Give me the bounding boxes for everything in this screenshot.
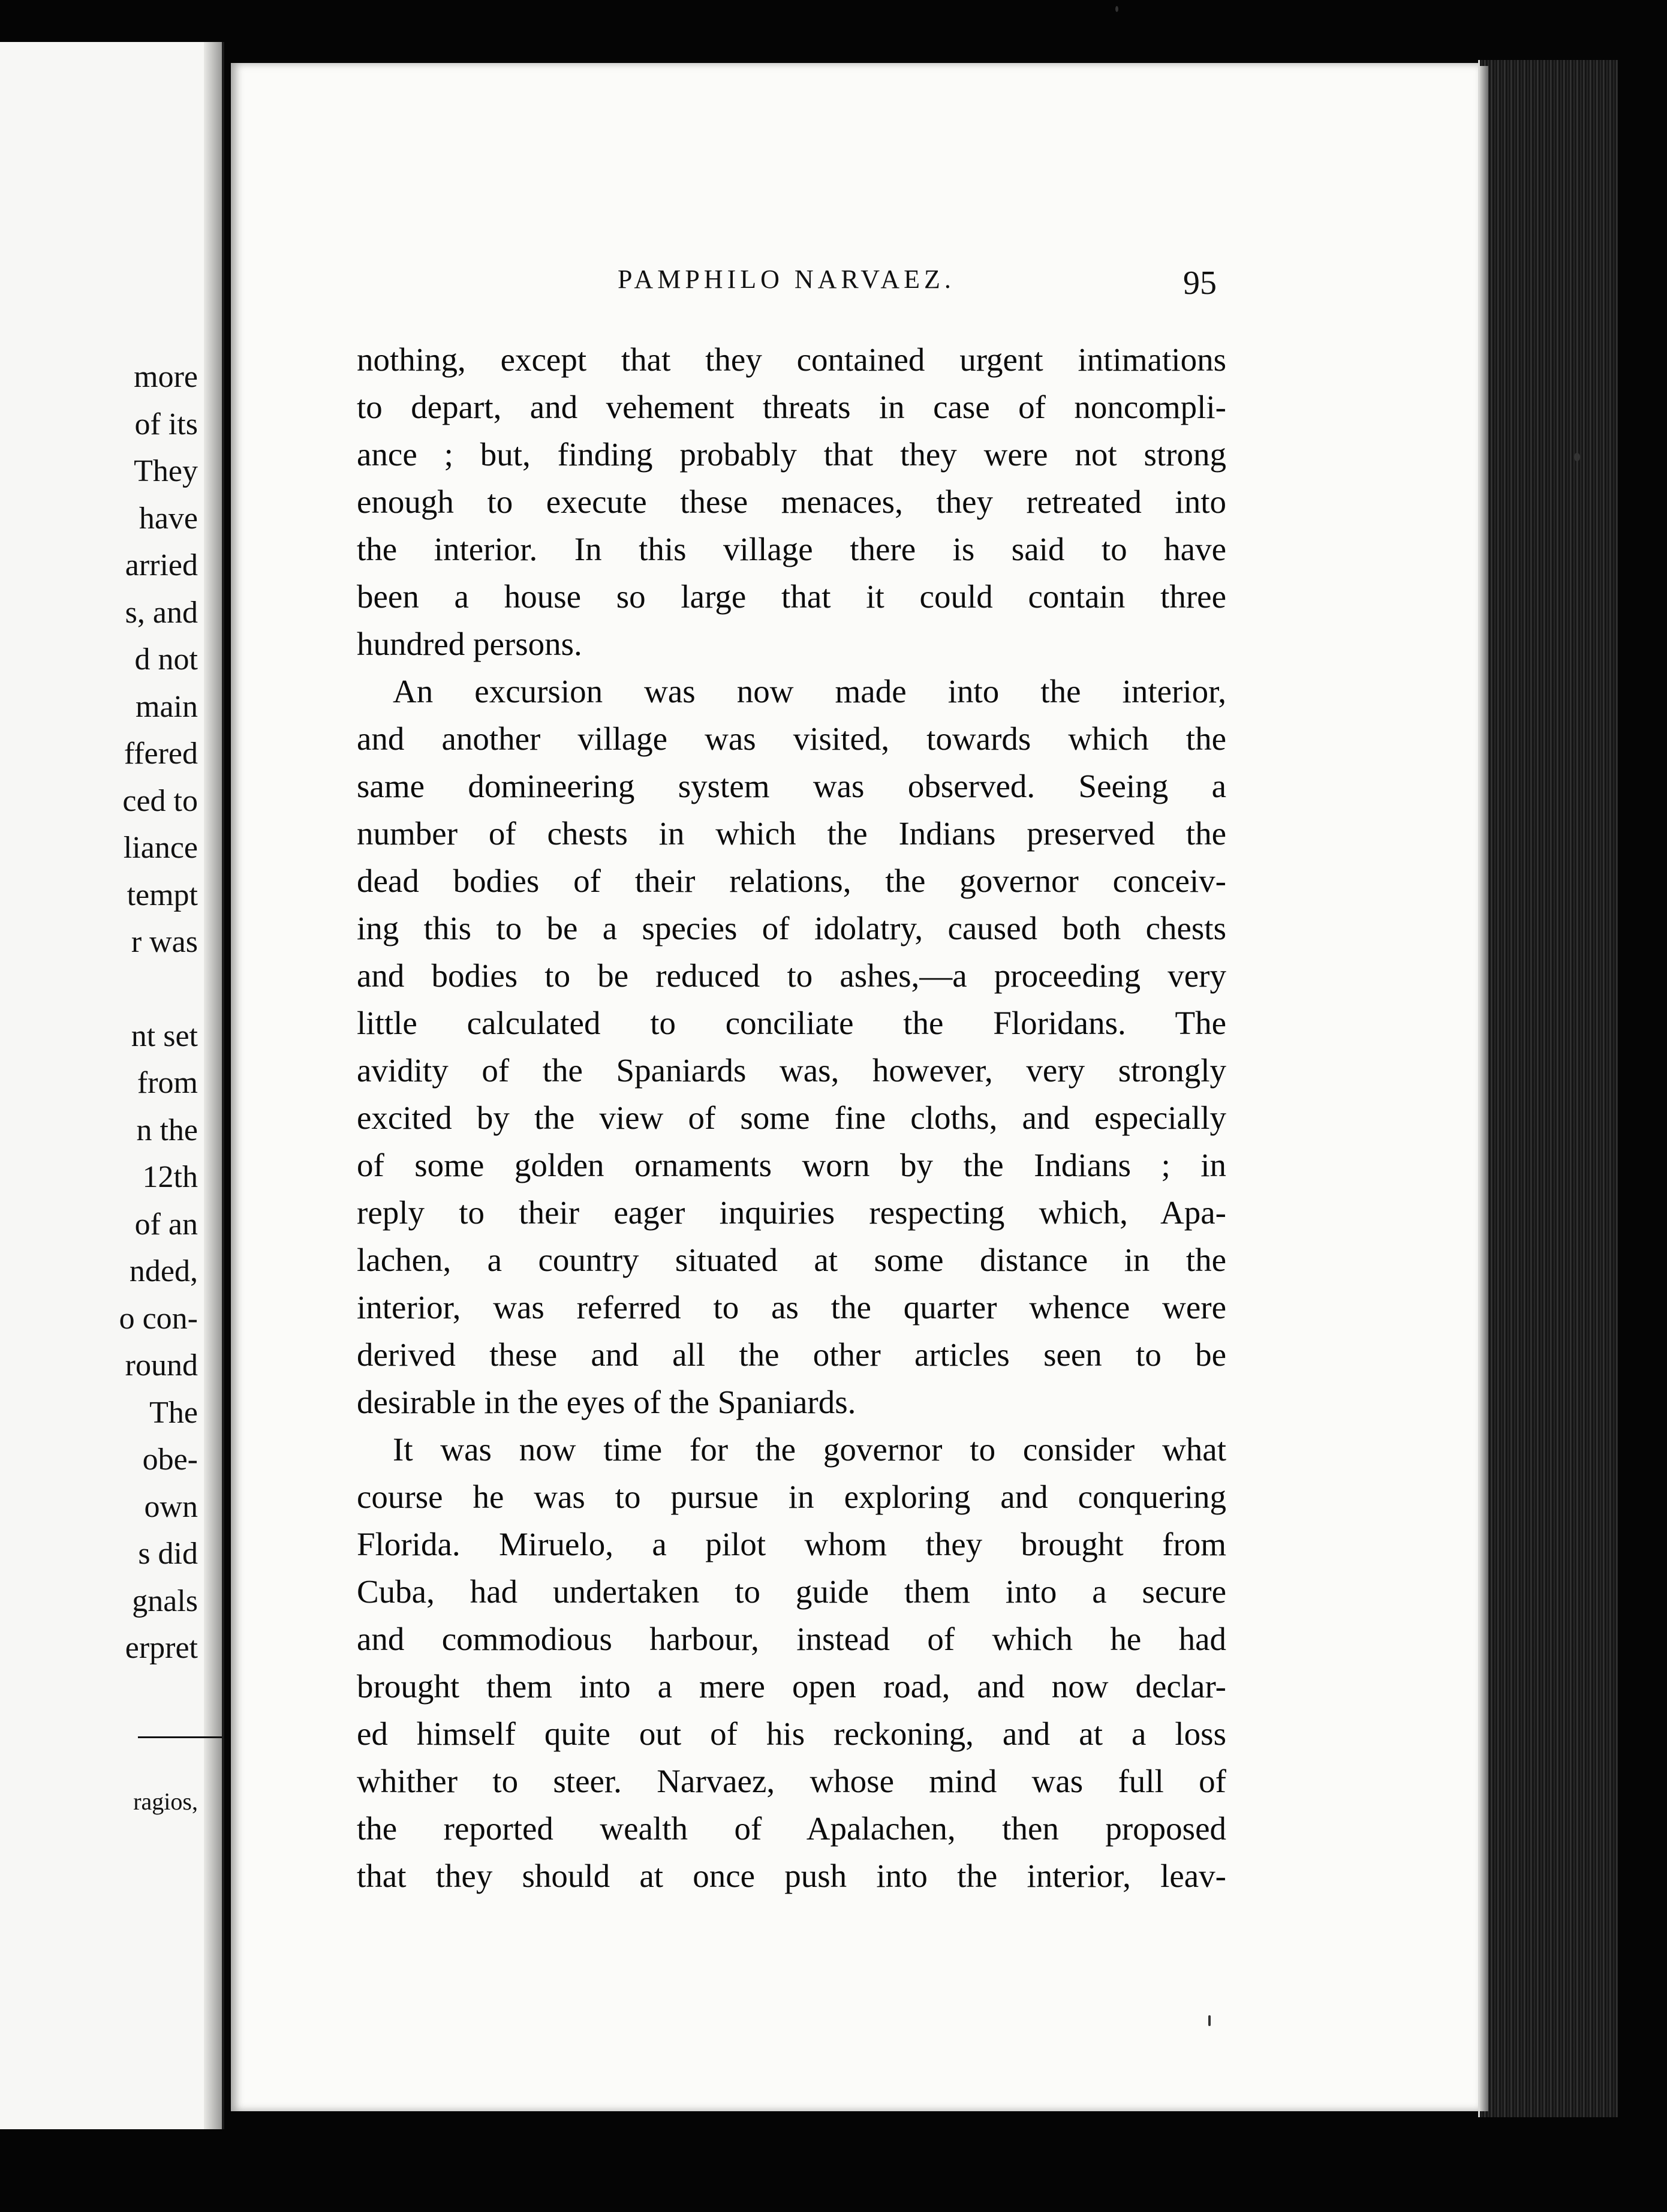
left-fragment-line: The [149, 1395, 198, 1430]
fore-edge-highlight [1480, 66, 1488, 2111]
text-line: desirable in the eyes of the Spaniards. [357, 1384, 856, 1420]
text-line: interior, was referred to as the quarter whence were [357, 1289, 1226, 1326]
text-line: the reported wealth of Apalachen, then proposed [357, 1810, 1226, 1847]
text-line: ed himself quite out of his reckoning, and at a loss [357, 1715, 1226, 1752]
left-fragment-line: main [136, 689, 198, 724]
left-fragment-line: of its [134, 407, 198, 441]
text-line: number of chests in which the Indians preserved the [357, 815, 1226, 852]
text-line: ance ; but, finding probably that they were not strong [357, 436, 1226, 473]
page-speck [1208, 2015, 1211, 2026]
left-fragment-line: obe- [142, 1442, 198, 1477]
left-fragment-line: liance [123, 831, 198, 865]
left-fragment-line: o con- [119, 1301, 198, 1336]
left-facing-page [0, 42, 224, 2129]
text-line: lachen, a country situated at some distance in the [357, 1242, 1226, 1278]
left-fragment-line: own [144, 1489, 198, 1524]
left-fragment-line: tempt [127, 877, 198, 912]
page-speck [1574, 453, 1580, 461]
page-body-text [357, 336, 1226, 1900]
text-line: Cuba, had undertaken to guide them into a secure [357, 1573, 1226, 1610]
text-line: whither to steer. Narvaez, whose mind was full of [357, 1763, 1226, 1799]
text-line: been a house so large that it could contain three [357, 578, 1226, 615]
text-line: nothing, except that they contained urgent intimations [357, 341, 1226, 378]
running-head: PAMPHILO NARVAEZ. [618, 265, 955, 294]
text-line: course he was to pursue in exploring and conquering [357, 1478, 1226, 1515]
text-line: and another village was visited, towards which the [357, 720, 1226, 757]
left-fragment-line: have [139, 501, 198, 536]
text-line: to depart, and vehement threats in case of noncompli- [357, 389, 1226, 425]
left-fragment-line: d not [134, 642, 198, 677]
left-fragment-line: of an [134, 1207, 198, 1242]
text-line: Florida. Miruelo, a pilot whom they brought from [357, 1526, 1226, 1562]
text-line: avidity of the Spaniards was, however, very strongly [357, 1052, 1226, 1089]
text-line: the interior. In this village there is said to have [357, 531, 1226, 567]
book-fore-edge [1478, 60, 1618, 2117]
left-fragment-line: nt set [131, 1018, 198, 1053]
left-fragment-line: ffered [124, 737, 198, 771]
text-line: that they should at once push into the interior, leav- [357, 1858, 1226, 1894]
text-line: ing this to be a species of idolatry, caused both chests [357, 910, 1226, 946]
text-line: It was now time for the governor to consider what [393, 1431, 1226, 1468]
left-fragment-line: erpret [125, 1631, 198, 1665]
left-page-text-fragments [119, 354, 198, 1672]
text-line: and commodious harbour, instead of which he had [357, 1621, 1226, 1657]
left-fragment-line: arried [125, 548, 198, 582]
text-line: dead bodies of their relations, the governor conceiv- [357, 862, 1226, 899]
text-line: same domineering system was observed. Seeing a [357, 768, 1226, 804]
left-fragment-line: round [125, 1348, 198, 1382]
left-fragment-paragraph-gap [119, 966, 198, 1013]
left-fragment-line: from [137, 1066, 198, 1100]
left-fragment-line: nded, [129, 1254, 198, 1288]
left-fragment-line: n the [136, 1113, 198, 1147]
text-line: of some golden ornaments worn by the Indians ; in [357, 1147, 1226, 1183]
text-line: enough to execute these menaces, they retreated into [357, 483, 1226, 520]
text-line: hundred persons. [357, 626, 582, 662]
page-number: 95 [1183, 265, 1217, 302]
text-line: An excursion was now made into the interior, [393, 673, 1226, 710]
left-footnote-rule [138, 1736, 222, 1738]
left-fragment-line: 12th [142, 1160, 198, 1194]
text-line: little calculated to conciliate the Floridans. The [357, 1005, 1226, 1041]
text-line: reply to their eager inquiries respecting which, Apa- [357, 1194, 1226, 1231]
left-fragment-line: They [134, 454, 198, 488]
left-fragment-line: ced to [122, 783, 198, 818]
left-fragment-line: s did [138, 1537, 198, 1571]
text-line: brought them into a mere open road, and now declar- [357, 1668, 1226, 1705]
left-fragment-line: s, and [125, 595, 198, 630]
left-fragment-line: r was [131, 925, 198, 959]
page-speck [1115, 6, 1118, 12]
left-fragment-line: gnals [132, 1583, 198, 1618]
text-line: excited by the view of some fine cloths, and especially [357, 1099, 1226, 1136]
text-line: and bodies to be reduced to ashes,—a proceeding very [357, 957, 1226, 994]
left-footnote-fragment: ragios, [133, 1788, 198, 1815]
left-page-gutter [204, 42, 222, 2129]
left-fragment-line: more [134, 360, 198, 394]
text-line: derived these and all the other articles seen to be [357, 1336, 1226, 1373]
